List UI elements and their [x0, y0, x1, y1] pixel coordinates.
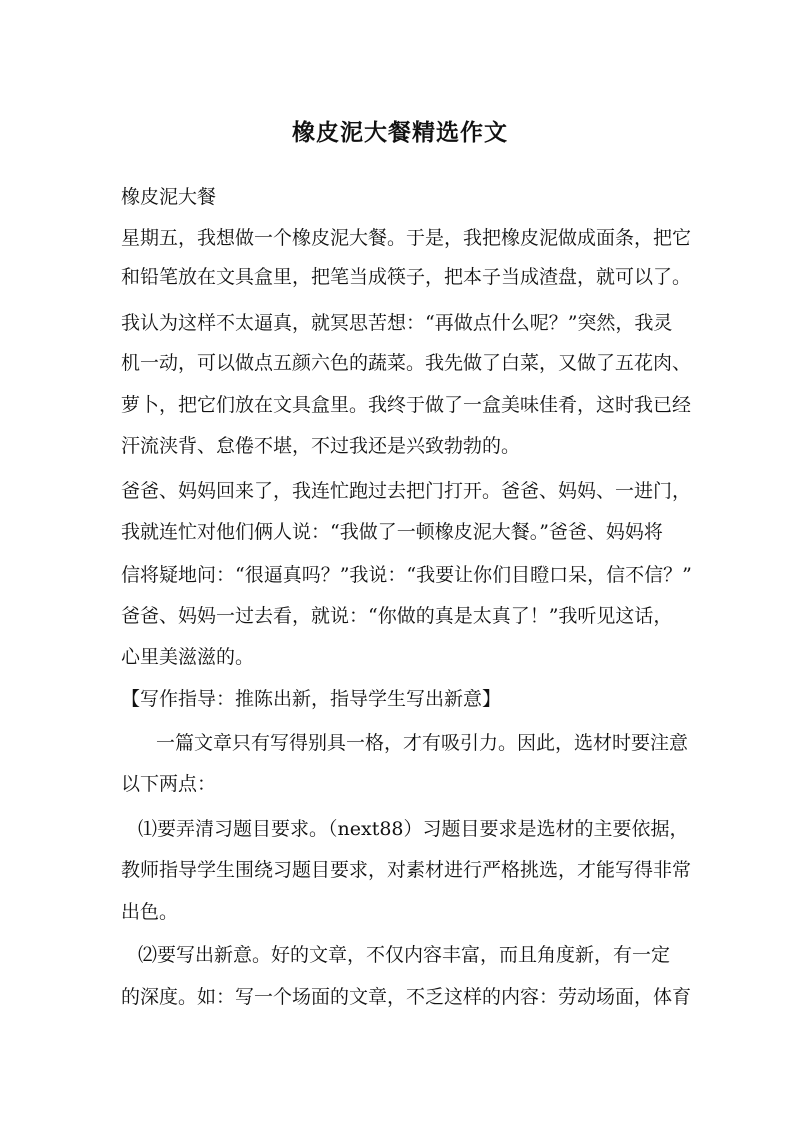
document-title: 橡皮泥大餐精选作文: [292, 119, 508, 146]
point-1-line-2: 教师指导学生围绕习题目要求，对素材进行严格挑选，才能写得非常: [121, 859, 692, 881]
document-subtitle: 橡皮泥大餐: [121, 186, 217, 208]
paragraph-1-line-1: 星期五，我想做一个橡皮泥大餐。于是，我把橡皮泥做成面条，把它: [121, 227, 692, 249]
writing-guide-heading: 【写作指导：推陈出新，指导学生写出新意】: [121, 688, 502, 710]
point-1-line-1: ⑴要弄清习题目要求。（next88）习题目要求是选材的主要依据，: [138, 818, 689, 840]
point-1-line-3: 出色。: [121, 901, 179, 923]
paragraph-2-line-2: 我就连忙对他们俩人说：“我做了一顿橡皮泥大餐。”爸爸、妈妈将: [121, 521, 663, 543]
paragraph-1-line-4: 机一动，可以做点五颜六色的蔬菜。我先做了白菜，又做了五花肉、: [121, 352, 692, 374]
point-2-line-1: ⑵要写出新意。好的文章，不仅内容丰富，而且角度新，有一定: [138, 944, 671, 966]
paragraph-1-line-2: 和铅笔放在文具盒里，把笔当成筷子，把本子当成渣盘，就可以了。: [121, 266, 692, 288]
paragraph-2-line-4: 爸爸、妈妈一过去看，就说：“你做的真是太真了！”我听见这话，: [121, 605, 673, 627]
paragraph-2-line-1: 爸爸、妈妈回来了，我连忙跑过去把门打开。爸爸、妈妈、一进门，: [121, 480, 692, 502]
point-2-line-2: 的深度。如：写一个场面的文章，不乏这样的内容：劳动场面，体育: [121, 986, 692, 1008]
paragraph-2-line-3: 信将疑地问：“很逼真吗？”我说：“我要让你们目瞪口呆，信不信？”: [121, 564, 692, 586]
paragraph-2-line-5: 心里美滋滋的。: [121, 646, 255, 668]
paragraph-3-line-2: 以下两点：: [121, 773, 217, 795]
paragraph-3-line-1: 一篇文章只有写得别具一格，才有吸引力。因此，选材时要注意: [156, 732, 689, 754]
paragraph-1-line-3: 我认为这样不太逼真，就冥思苦想：“再做点什么呢？”突然，我灵: [121, 312, 673, 334]
paragraph-1-line-5: 萝卜，把它们放在文具盒里。我终于做了一盒美味佳肴，这时我已经: [121, 394, 692, 416]
paragraph-1-line-6: 汗流浃背、怠倦不堪，不过我还是兴致勃勃的。: [121, 435, 521, 457]
